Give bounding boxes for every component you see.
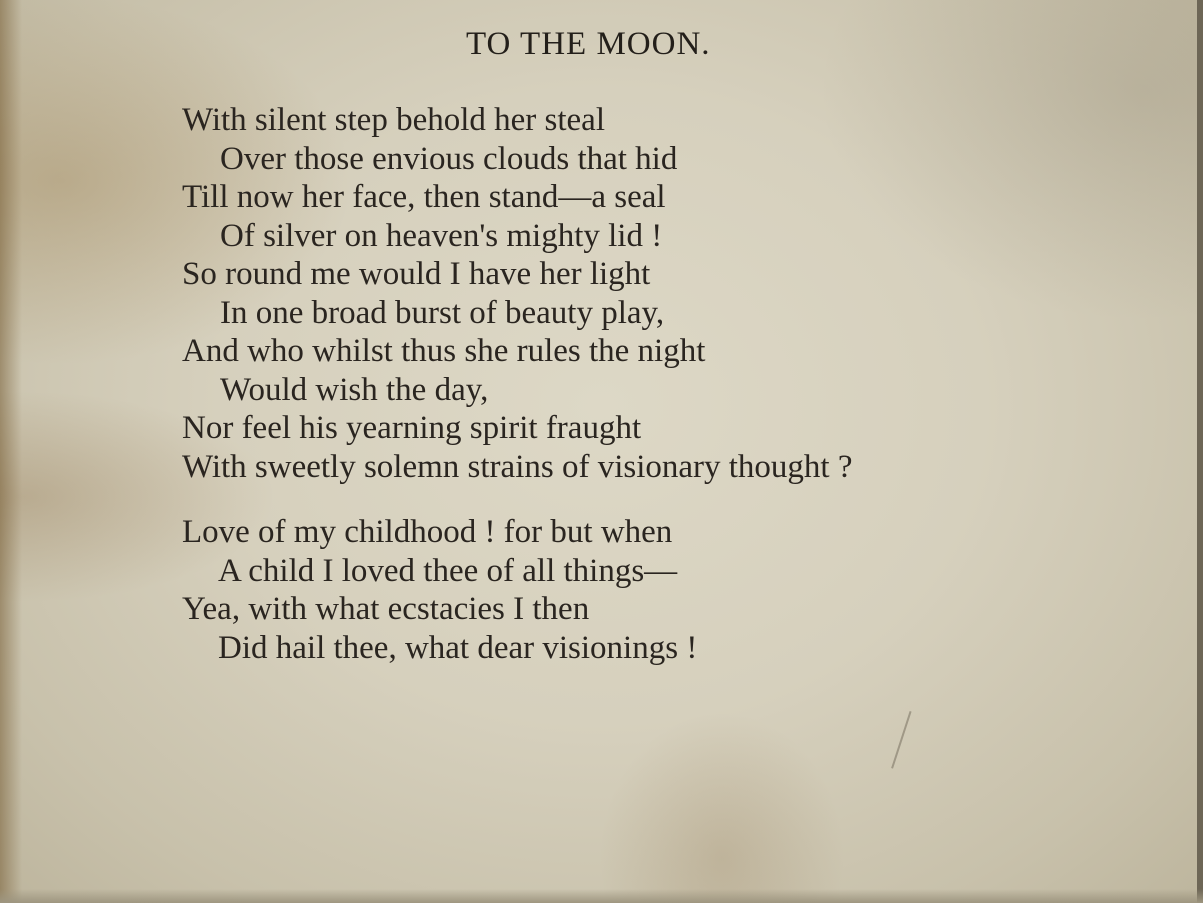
- poem-line: With silent step behold her steal: [182, 102, 605, 138]
- poem-line: And who whilst thus she rules the night: [182, 333, 706, 369]
- page-bottom-edge: [0, 889, 1203, 903]
- poem-title: TO THE MOON.: [466, 26, 711, 62]
- stanza-1: [182, 101, 853, 486]
- poem-line: Nor feel his yearning spirit fraught: [182, 410, 642, 446]
- poem-line: Did hail thee, what dear visionings !: [218, 629, 698, 666]
- poem-line: Yea, with what ecstacies I then: [182, 591, 590, 627]
- poem-line: So round me would I have her light: [182, 256, 651, 292]
- poem-line: With sweetly solemn strains of visionary thought ?: [182, 448, 853, 485]
- poem-line: In one broad burst of beauty play,: [220, 294, 665, 331]
- poem-line: A child I loved thee of all things—: [218, 552, 678, 589]
- poem-line: Over those envious clouds that hid: [220, 140, 678, 177]
- stanza-2: [182, 513, 697, 667]
- poem-line: Would wish the day,: [220, 371, 489, 408]
- page-right-edge: [1197, 0, 1203, 903]
- poem-line: Of silver on heaven's mighty lid !: [220, 217, 663, 254]
- pencil-mark: [891, 711, 925, 773]
- poem-line: Till now her face, then stand—a seal: [182, 179, 666, 215]
- page-left-edge: [0, 0, 22, 903]
- poem-line: Love of my childhood ! for but when: [182, 514, 673, 550]
